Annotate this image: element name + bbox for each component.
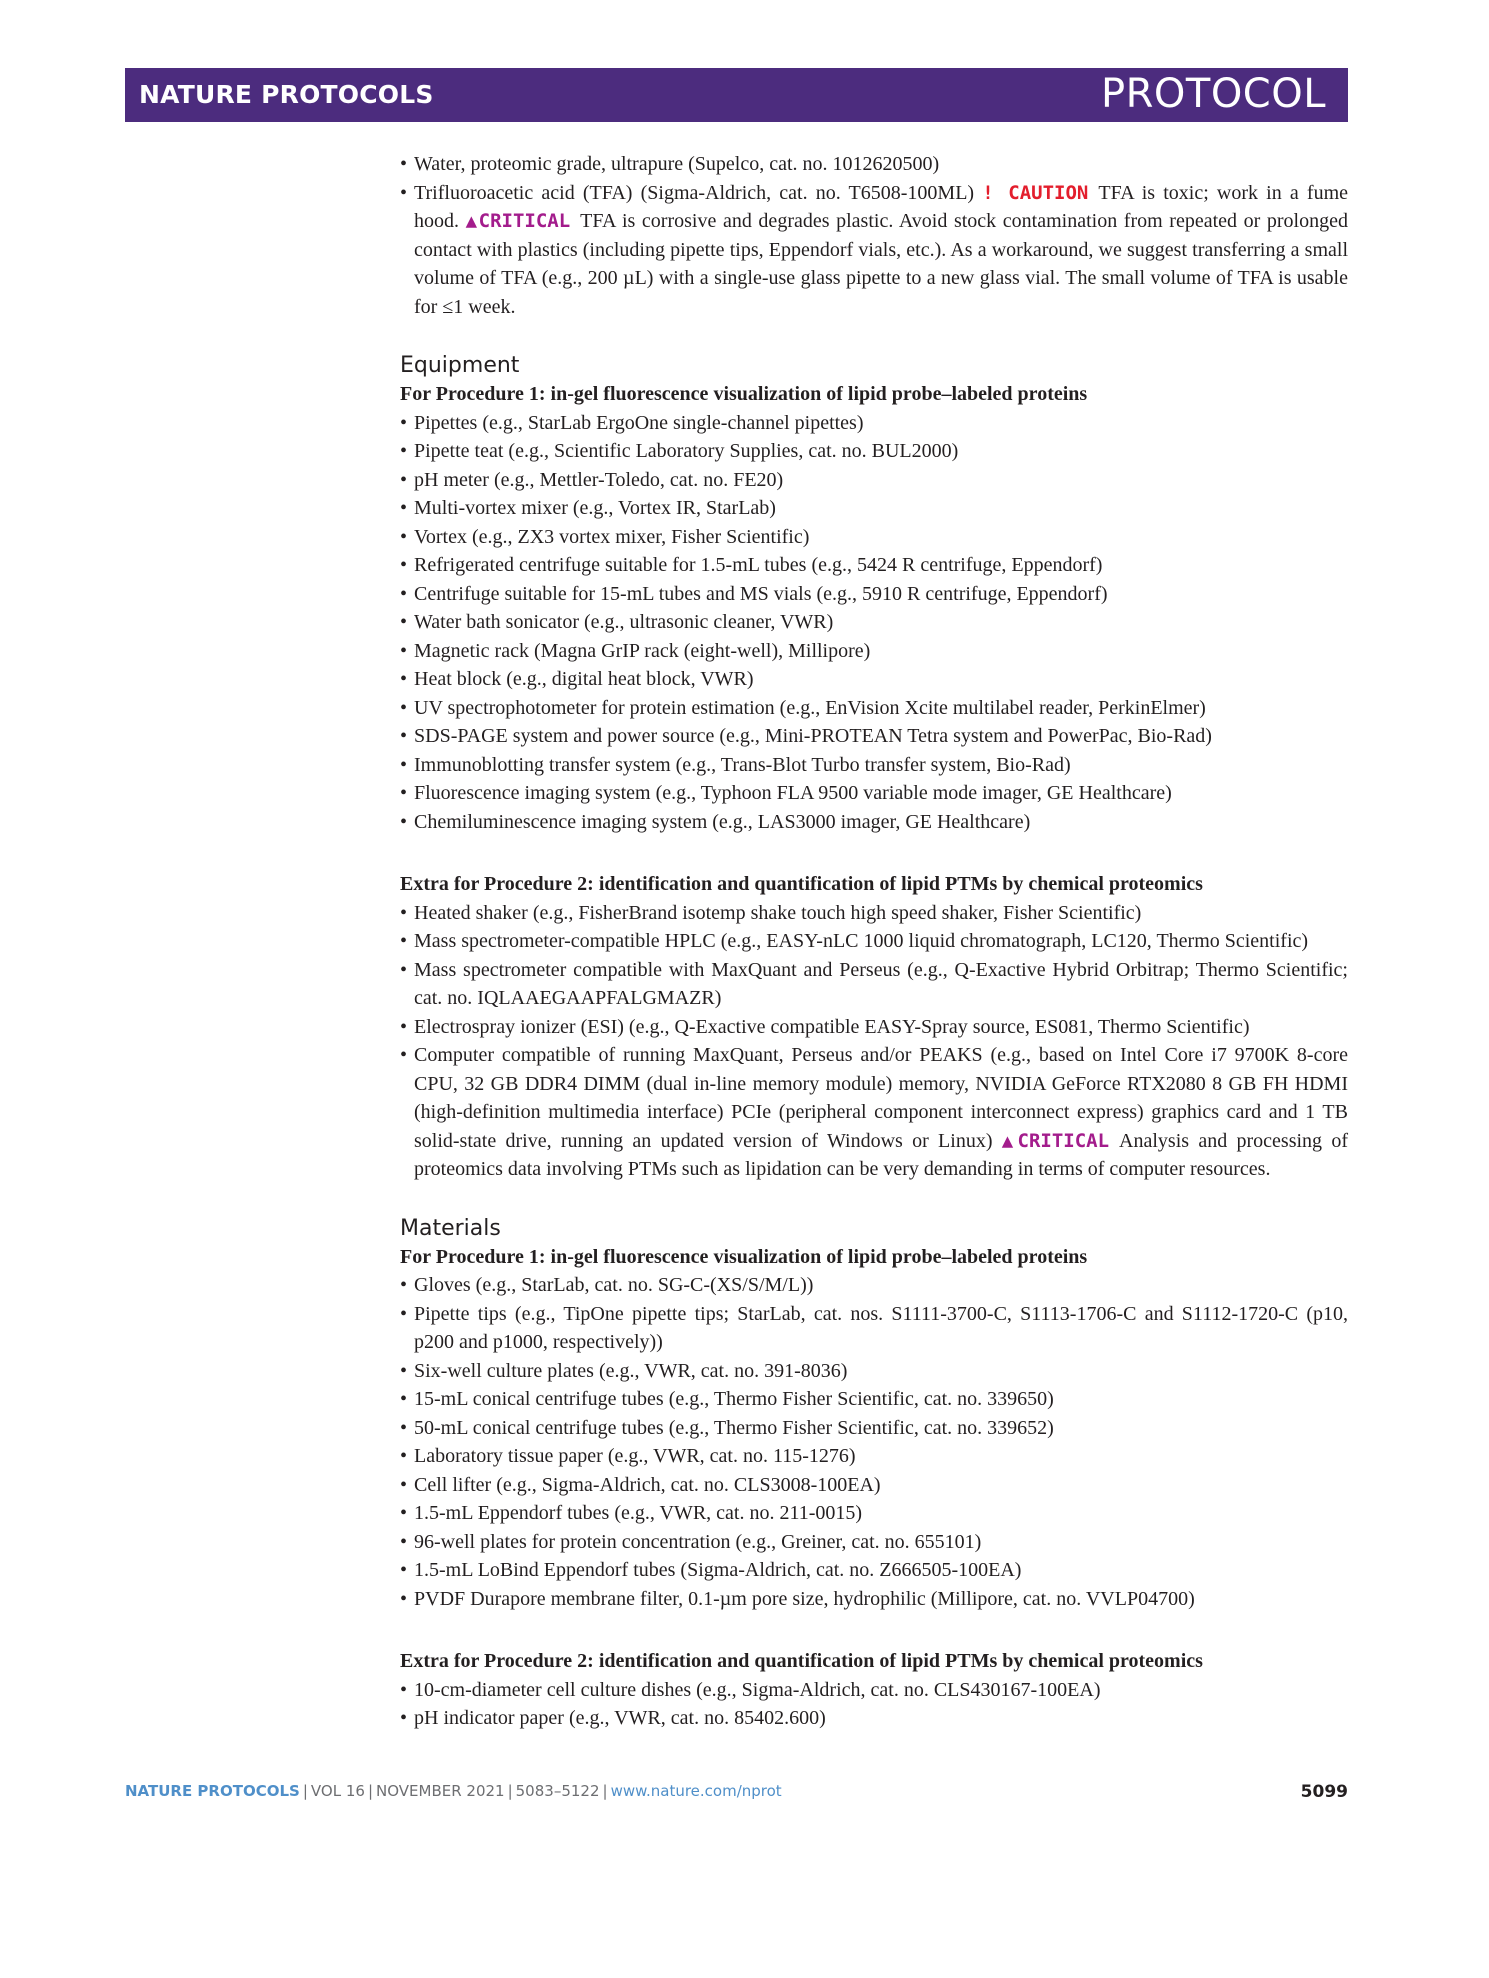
list-item: • Vortex (e.g., ZX3 vortex mixer, Fisher Scientific) [400,523,1348,552]
list-item: • Trifluoroacetic acid (TFA) (Sigma-Aldrich, cat. no. T6508-100ML) ! CAUTION TFA is toxic; work in a fume hood. ▲CRITICAL TFA is corrosive and degrades plastic. Avoid stock contamination from repeated or prolonged contact with plastics (including pipette tips, Eppendorf vials, etc.). As a workaround, we suggest transferring a small volume of TFA (e.g., 200 µL) with a single-use glass pipette to a new glass vial. The small volume of TFA is usable for ≤1 week. [400,179,1348,322]
list-item: • Laboratory tissue paper (e.g., VWR, cat. no. 115-1276) [400,1442,1348,1471]
list-item: • UV spectrophotometer for protein estimation (e.g., EnVision Xcite multilabel reader, PerkinElmer) [400,694,1348,723]
list-item: • Gloves (e.g., StarLab, cat. no. SG-C-(XS/S/M/L)) [400,1271,1348,1300]
list-item: • Mass spectrometer compatible with MaxQuant and Perseus (e.g., Q-Exactive Hybrid Orbitrap; Thermo Scientific; cat. no. IQLAAEGAAPFALGMAZR) [400,956,1348,1013]
list-item: • Water bath sonicator (e.g., ultrasonic cleaner, VWR) [400,608,1348,637]
list-item: • Cell lifter (e.g., Sigma-Aldrich, cat. no. CLS3008-100EA) [400,1471,1348,1500]
list-item: • Fluorescence imaging system (e.g., Typhoon FLA 9500 variable mode imager, GE Healthcare) [400,779,1348,808]
page-footer: NATURE PROTOCOLS | VOL 16 | NOVEMBER 2021 | 5083–5122 | www.nature.com/nprot 5099 [125,1782,1348,1802]
caution-label: ! CAUTION [982,181,1089,204]
article-type: PROTOCOL [1100,71,1326,117]
list-item: • Pipettes (e.g., StarLab ErgoOne single-channel pipettes) [400,409,1348,438]
footer-pages: 5083–5122 [515,1782,600,1800]
materials-heading: Materials [400,1215,501,1241]
list-item: • Heat block (e.g., digital heat block, VWR) [400,665,1348,694]
critical-label: ▲CRITICAL [1001,1129,1110,1152]
materials-proc1-list [400,1271,1348,1613]
equipment-proc2-list [400,899,1348,1184]
list-item: • Heated shaker (e.g., FisherBrand isotemp shake touch high speed shaker, Fisher Scientific) [400,899,1348,928]
equipment-heading: Equipment [400,353,520,378]
page-number: 5099 [1300,1782,1348,1802]
materials-proc2-heading: Extra for Procedure 2: identification and quantification of lipid PTMs by chemical proteomics [400,1650,1203,1672]
footer-volume: VOL 16 [310,1782,365,1800]
materials-proc1-heading: For Procedure 1: in-gel fluorescence visualization of lipid probe–labeled proteins [400,1245,1088,1268]
list-item: • Mass spectrometer-compatible HPLC (e.g., EASY-nLC 1000 liquid chromatograph, LC120, Thermo Scientific) [400,927,1348,956]
list-item: • Magnetic rack (Magna GrIP rack (eight-well), Millipore) [400,637,1348,666]
equipment-proc2-heading: Extra for Procedure 2: identification and quantification of lipid PTMs by chemical proteomics [400,873,1203,895]
list-item: • SDS-PAGE system and power source (e.g., Mini-PROTEAN Tetra system and PowerPac, Bio-Rad) [400,722,1348,751]
journal-name: NATURE PROTOCOLS [139,80,434,109]
list-item: • Computer compatible of running MaxQuant, Perseus and/or PEAKS (e.g., based on Intel Core i7 9700K 8-core CPU, 32 GB DDR4 DIMM (dual in-line memory module) memory, NVIDIA GeForce RTX2080 8 GB FH HDMI (high-definition multimedia interface) PCIe (peripheral component interconnect express) graphics card and 1 TB solid-state drive, running an updated version of Windows or Linux) ▲CRITICAL Analysis and processing of proteomics data involving PTMs such as lipidation can be very demanding in terms of computer resources. [400,1041,1348,1184]
equipment-proc1-list [400,409,1348,837]
list-item: • 1.5-mL Eppendorf tubes (e.g., VWR, cat. no. 211-0015) [400,1499,1348,1528]
list-item: • Water, proteomic grade, ultrapure (Supelco, cat. no. 1012620500) [400,150,1348,179]
list-item: • Refrigerated centrifuge suitable for 1.5-mL tubes (e.g., 5424 R centrifuge, Eppendorf) [400,551,1348,580]
list-item: • 15-mL conical centrifuge tubes (e.g., Thermo Fisher Scientific, cat. no. 339650) [400,1385,1348,1414]
list-item: • Pipette tips (e.g., TipOne pipette tips; StarLab, cat. nos. S1111-3700-C, S1113-1706-C and S1112-1720-C (p10, p200 and p1000, respectively)) [400,1300,1348,1357]
materials-proc2-list [400,1676,1348,1733]
list-item: • Pipette teat (e.g., Scientific Laboratory Supplies, cat. no. BUL2000) [400,437,1348,466]
top-list [400,150,1348,321]
list-item: • pH meter (e.g., Mettler-Toledo, cat. no. FE20) [400,466,1348,495]
footer-journal: NATURE PROTOCOLS [125,1782,300,1800]
list-item: • Centrifuge suitable for 15-mL tubes and MS vials (e.g., 5910 R centrifuge, Eppendorf) [400,580,1348,609]
list-item: • Six-well culture plates (e.g., VWR, cat. no. 391-8036) [400,1357,1348,1386]
list-item: • 50-mL conical centrifuge tubes (e.g., Thermo Fisher Scientific, cat. no. 339652) [400,1414,1348,1443]
list-item: • Immunoblotting transfer system (e.g., Trans-Blot Turbo transfer system, Bio-Rad) [400,751,1348,780]
header-bar [125,68,1348,122]
list-item: • Multi-vortex mixer (e.g., Vortex IR, StarLab) [400,494,1348,523]
footer-date: NOVEMBER 2021 [376,1782,505,1800]
list-item: • PVDF Durapore membrane filter, 0.1-µm pore size, hydrophilic (Millipore, cat. no. VVLP04700) [400,1585,1348,1614]
list-item: • Chemiluminescence imaging system (e.g., LAS3000 imager, GE Healthcare) [400,808,1348,837]
equipment-proc1-heading: For Procedure 1: in-gel fluorescence visualization of lipid probe–labeled proteins [400,383,1088,405]
list-item: • Electrospray ionizer (ESI) (e.g., Q-Exactive compatible EASY-Spray source, ES081, Thermo Scientific) [400,1013,1348,1042]
list-item: • 96-well plates for protein concentration (e.g., Greiner, cat. no. 655101) [400,1528,1348,1557]
list-item: • 1.5-mL LoBind Eppendorf tubes (Sigma-Aldrich, cat. no. Z666505-100EA) [400,1556,1348,1585]
critical-label: ▲CRITICAL [465,210,571,232]
footer-url-link[interactable]: www.nature.com/nprot [610,1782,782,1800]
list-item: • 10-cm-diameter cell culture dishes (e.g., Sigma-Aldrich, cat. no. CLS430167-100EA) [400,1676,1348,1705]
list-item: • pH indicator paper (e.g., VWR, cat. no. 85402.600) [400,1704,1348,1733]
page-content [400,150,1348,1733]
